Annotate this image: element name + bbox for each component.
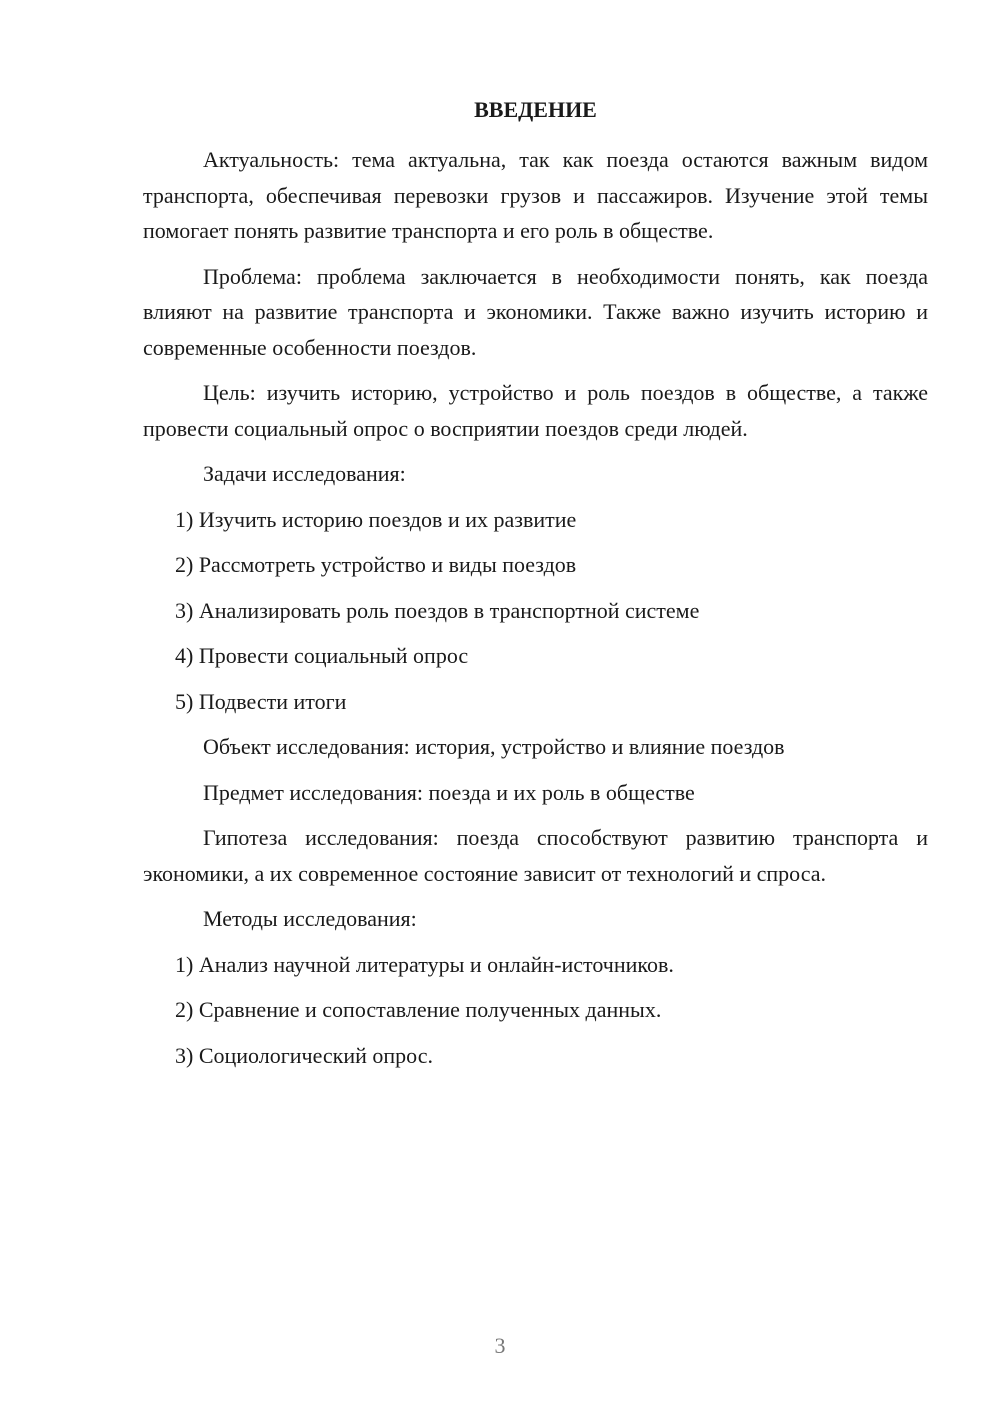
method-item: 1) Анализ научной литературы и онлайн-источников. [175,951,674,977]
methods-title: Методы исследования: [203,906,417,931]
relevance-paragraph: Актуальность: тема актуальна, так как поезда остаются важным видом транспорта, обеспечивая перевозки грузов и пассажиров. Изучение этой темы помогает понять развитие транспорта и его роль в обществе. [143,147,928,243]
method-item: 2) Сравнение и сопоставление полученных данных. [175,997,662,1022]
research-subject: Предмет исследования: поезда и их роль в обществе [203,779,695,805]
tasks-title: Задачи исследования: [203,461,406,486]
section-heading: ВВЕДЕНИЕ [474,97,597,122]
problem-paragraph: Проблема: проблема заключается в необходимости понять, как поезда влияют на развитие транспорта и экономики. Также важно изучить историю и современные особенности поездов. [143,263,928,360]
task-item: 5) Подвести итоги [175,688,347,714]
task-item: 4) Провести социальный опрос [175,643,469,668]
research-object: Объект исследования: история, устройство и влияние поездов [203,734,785,759]
goal-paragraph: Цель: изучить историю, устройство и роль поездов в обществе, а также провести социальный опрос о восприятии поездов среди людей. [143,380,928,441]
document-body [143,92,928,1083]
task-item: 1) Изучить историю поездов и их развитие [175,506,577,532]
task-item: 2) Рассмотреть устройство и виды поездов [175,552,577,577]
hypothesis-paragraph: Гипотеза исследования: поезда способствуют развитию транспорта и экономики, а их современное состояние зависит от технологий и спроса. [143,825,928,886]
method-item: 3) Социологический опрос. [175,1042,433,1068]
task-item: 3) Анализировать роль поездов в транспортной системе [175,597,700,623]
page-number: 3 [494,1333,506,1358]
